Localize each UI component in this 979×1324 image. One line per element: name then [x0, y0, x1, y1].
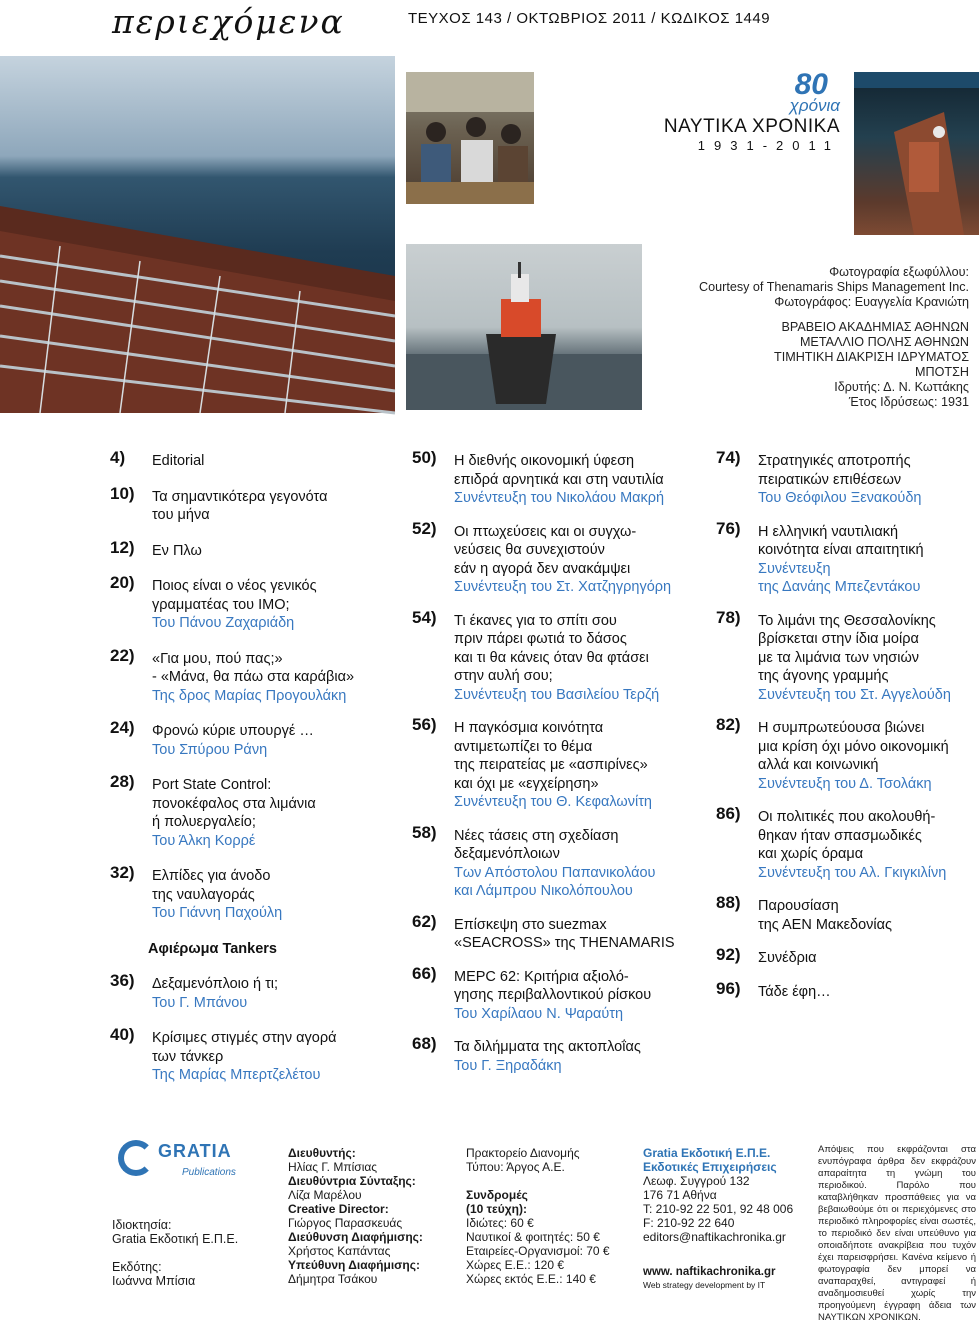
- toc-title: Τα σημαντικότερα γεγονότα του μήνα: [152, 488, 328, 523]
- toc-author: Του Χαρίλαου Ν. Ψαραύτη: [454, 1005, 624, 1022]
- staff-name: Γιώργος Παρασκευάς: [288, 1216, 403, 1230]
- toc-author: Συνέντευξη της Δανάης Μπεζεντάκου: [758, 560, 921, 595]
- toc-entry[interactable]: [716, 893, 979, 934]
- toc-title: Παρουσίαση της ΑΕΝ Μακεδονίας: [758, 898, 893, 933]
- toc-author: Του Γιάννη Παχούλη: [152, 905, 283, 921]
- toc-author: Του Άλκη Κορρέ: [152, 832, 256, 849]
- toc-title: Δεξαμενόπλοιο ή τι;: [152, 976, 279, 992]
- toc-column-1: [110, 448, 400, 1102]
- staff-role: Creative Director:: [288, 1202, 389, 1216]
- toc-author: Συνέντευξη του Θ. Κεφαλωνίτη: [454, 794, 652, 810]
- web-credit: Web strategy development by IT: [643, 1280, 766, 1290]
- toc-author: Συνέντευξη του Στ. Αγγελούδη: [758, 686, 951, 703]
- issue-line: ΤΕΥΧΟΣ 143 / ΟΚΤΩΒΡΙΟΣ 2011 / ΚΩΔΙΚΟΣ 1449: [408, 10, 771, 27]
- toc-page-number: 56): [412, 715, 437, 734]
- toc-page-number: 24): [110, 718, 135, 737]
- subscription-price: Χώρες εκτός Ε.Ε.: 140 €: [466, 1272, 596, 1286]
- toc-entry[interactable]: [412, 448, 707, 508]
- toc-entry[interactable]: [716, 978, 979, 1002]
- credit-line: Φωτογράφος: Ευαγγελία Κρανιώτη: [774, 295, 969, 309]
- toc-entry[interactable]: [110, 1025, 400, 1085]
- toc-page-number: 54): [412, 607, 437, 627]
- award-line: Ιδρυτής: Δ. Ν. Κωττάκης: [834, 380, 969, 394]
- owner-label: Ιδιοκτησία:: [112, 1218, 172, 1232]
- toc-column-2: [412, 448, 707, 1090]
- toc-page-number: 28): [110, 772, 135, 791]
- toc-entry[interactable]: [716, 607, 979, 705]
- award-line: ΤΙΜΗΤΙΚΗ ΔΙΑΚΡΙΣΗ ΙΔΡΥΜΑΤΟΣ: [774, 350, 969, 364]
- toc-entry[interactable]: [110, 448, 400, 471]
- distribution-line: Πρακτορείο Διανομής: [466, 1146, 580, 1160]
- toc-title: Οι πολιτικές που ακολουθή- θηκαν ήταν σπασμωδικές και χωρίς όραμα: [758, 809, 936, 862]
- toc-page-number: 58): [412, 822, 437, 842]
- toc-entry[interactable]: [110, 971, 400, 1012]
- staff-role: Διευθύντρια Σύνταξης:: [288, 1174, 416, 1188]
- toc-title: Τι έκανες για το σπίτι σου πριν πάρει φωτιά το δάσος και τι θα κάνεις όταν θα φτάσει στην αυλή σου;: [454, 612, 649, 684]
- subscriptions-title: Συνδρομές: [466, 1188, 528, 1202]
- disclaimer: Απόψεις που εκφράζονται στα ενυπόγραφα άρθρα δεν εκφράζουν απαραίτητα τη γνώμη του περιοδικού. Παρόλο που καταβλήθηκαν προσπάθειες για να βεβαιωθούμε ότι οι περιεχόμενες στο περιοδικό πληροφορίες είναι σωστές, το περιοδικό δεν είναι υπεύθυνο για οποιαδήποτε ανακρίβεια που τυχόν έχει παρεισφρήσει. Κανένα κείμενο ή φωτογραφία δεν μπορεί να αναπαραχθεί, αντιγραφεί ή αναδημοσιευθεί χωρίς την προηγούμενη έγγραφη άδεια των ΝΑΥΤΙΚΩΝ ΧΡΟΝΙΚΩΝ.: [818, 1144, 976, 1323]
- toc-entry[interactable]: [412, 911, 707, 953]
- toc-author: Συνέντευξη του Δ. Τσολάκη: [758, 775, 932, 792]
- anniversary-years: χρόνια: [789, 96, 840, 115]
- email-link[interactable]: editors@naftikachronika.gr: [643, 1230, 786, 1244]
- awards-block: [774, 320, 969, 410]
- toc-page-number: 88): [716, 893, 741, 912]
- toc-entry[interactable]: [716, 804, 979, 882]
- toc-page-number: 76): [716, 518, 741, 538]
- publisher-label: Εκδότης:: [112, 1260, 162, 1274]
- tanker-photo: [406, 244, 642, 410]
- subscription-price: Ναυτικοί & φοιτητές: 50 €: [466, 1230, 600, 1244]
- toc-author: Συνέντευξη του Νικολάου Μακρή: [454, 490, 665, 506]
- distribution-block: [466, 1146, 626, 1286]
- toc-title: Στρατηγικές αποτροπής πειρατικών επιθέσεων: [758, 453, 911, 488]
- toc-author: Του Πάνου Ζαχαριάδη: [152, 615, 295, 631]
- toc-page-number: 62): [412, 911, 437, 931]
- toc-page-number: 36): [110, 971, 135, 990]
- toc-author: Συνέντευξη του Αλ. Γκιγκιλίνη: [758, 864, 947, 881]
- publisher-contact-block: [643, 1146, 803, 1244]
- staff-name: Λίζα Μαρέλου: [288, 1188, 362, 1202]
- credit-line: Φωτογραφία εξωφύλλου:: [829, 265, 969, 279]
- toc-entry[interactable]: [412, 607, 707, 705]
- toc-entry[interactable]: [412, 1034, 707, 1075]
- toc-title: Επίσκεψη στο suezmax «SEACROSS» της THENAMARIS: [454, 916, 675, 951]
- toc-page-number: 78): [716, 607, 741, 627]
- toc-title: Η συμπρωτεύουσα βιώνει μια κρίση όχι μόνο οικονομική αλλά και κοινωνική: [758, 720, 949, 773]
- toc-title: Συνέδρια: [758, 950, 817, 966]
- subscription-price: Ιδιώτες: 60 €: [466, 1216, 534, 1230]
- publisher-subtitle: Εκδοτικές Επιχειρήσεις: [643, 1160, 777, 1174]
- toc-entry[interactable]: [110, 483, 400, 525]
- fax: F: 210-92 22 640: [643, 1216, 735, 1230]
- toc-page-number: 50): [412, 448, 437, 467]
- special-section-heading: Αφιέρωμα Tankers: [148, 940, 277, 957]
- toc-entry[interactable]: [110, 645, 400, 706]
- toc-title: Ελπίδες για άνοδο της ναυλαγοράς: [152, 868, 271, 903]
- toc-page-number: 12): [110, 537, 135, 557]
- toc-entry[interactable]: [412, 822, 707, 901]
- toc-title: Φρονώ κύριε υπουργέ …: [152, 723, 314, 739]
- toc-author: Της δρος Μαρίας Προγουλάκη: [152, 687, 347, 704]
- gratia-logo: [118, 1140, 238, 1182]
- award-line: Έτος Ιδρύσεως: 1931: [848, 395, 969, 409]
- toc-title: Ποιος είναι ο νέος γενικός γραμματέας του ΙΜΟ;: [152, 578, 317, 613]
- toc-entry[interactable]: [110, 537, 400, 561]
- toc-page-number: 68): [412, 1034, 437, 1053]
- classroom-photo: [406, 72, 534, 204]
- toc-page-number: 32): [110, 863, 135, 882]
- phone: Τ: 210-92 22 501, 92 48 006: [643, 1202, 794, 1216]
- toc-title: Η διεθνής οικονομική ύφεση επιδρά αρνητικά και στη ναυτιλία: [454, 453, 664, 488]
- toc-title: Εν Πλω: [152, 542, 202, 559]
- staff-role: Υπεύθυνη Διαφήμισης:: [288, 1258, 420, 1272]
- ownership-block: [112, 1218, 238, 1288]
- award-line: ΜΕΤΑΛΛΙΟ ΠΟΛΗΣ ΑΘΗΝΩΝ: [799, 335, 969, 349]
- toc-entry[interactable]: [412, 963, 707, 1024]
- toc-entry[interactable]: [716, 945, 979, 968]
- address-line: 176 71 Αθήνα: [643, 1188, 717, 1202]
- credit-line: Courtesy of Thenamaris Ships Management Inc.: [699, 280, 969, 294]
- staff-name: Ηλίας Γ. Μπίσιας: [288, 1160, 378, 1174]
- toc-title: Κρίσιμες στιγμές στην αγορά των τάνκερ: [152, 1030, 337, 1065]
- toc-page-number: 86): [716, 804, 741, 823]
- staff-name: Χρήστος Καπάντας: [288, 1244, 391, 1258]
- toc-author: Του Γ. Μπάνου: [152, 994, 248, 1011]
- footer: [0, 1140, 979, 1323]
- anniversary-range: 1931-2011: [697, 138, 840, 153]
- toc-page-number: 20): [110, 573, 135, 592]
- staff-role: Διευθυντής:: [288, 1146, 356, 1160]
- ship-deck-photo: [0, 56, 395, 413]
- toc-author: Της Μαρίας Μπερτζελέτου: [152, 1067, 321, 1083]
- publisher-name: Gratia Εκδοτική Ε.Π.Ε.: [643, 1146, 771, 1160]
- subscription-price: Εταιρείες-Οργανισμοί: 70 €: [466, 1244, 610, 1258]
- toc-author: Του Γ. Ξηραδάκη: [454, 1057, 562, 1074]
- cover-credits: [699, 265, 969, 310]
- anniversary-number: 80: [794, 68, 828, 101]
- toc-title: Η παγκόσμια κοινότητα αντιμετωπίζει το θέμα της πειρατείας με «ασπιρίνες» και όχι με «εγχείρηση»: [454, 720, 648, 792]
- toc-entry[interactable]: [412, 715, 707, 812]
- toc-title: Νέες τάσεις στη σχεδίαση δεξαμενόπλοιων: [454, 827, 619, 862]
- toc-column-3: [716, 448, 979, 1016]
- toc-page-number: 82): [716, 715, 741, 734]
- toc-author: Του Θεόφιλου Ξενακούδη: [758, 490, 922, 506]
- toc-page-number: 4): [110, 448, 126, 467]
- toc-page-number: 92): [716, 945, 741, 964]
- toc-entry[interactable]: [716, 448, 979, 508]
- toc-author: Του Σπύρου Ράνη: [152, 741, 268, 758]
- magazine-cover-photo: [854, 72, 979, 235]
- staff-role: Διεύθυνση Διαφήμισης:: [288, 1230, 423, 1244]
- toc-page-number: 74): [716, 448, 741, 467]
- toc-title: Port State Control: πονοκέφαλος στα λιμάνια ή πολυεργαλείο;: [152, 777, 316, 830]
- toc-title: Editorial: [152, 453, 205, 469]
- toc-author: Των Απόστολου Παπανικολάου και Λάμπρου Νικολόπουλου: [454, 864, 656, 899]
- toc-title: Η ελληνική ναυτιλιακή κοινότητα είναι απαιτητική: [758, 523, 924, 558]
- page-title: περιεχόμενα: [112, 2, 345, 41]
- magazine-name: ΝΑΥΤΙΚΑ ΧΡΟΝΙΚΑ: [663, 116, 840, 137]
- toc-title: ΜΕΡC 62: Κριτήρια αξιολό- γησης περιβαλλοντικού ρίσκου: [454, 968, 652, 1003]
- subscription-price: Χώρες Ε.Ε.: 120 €: [466, 1258, 565, 1272]
- toc-page-number: 40): [110, 1025, 135, 1044]
- toc-page-number: 52): [412, 518, 437, 538]
- publisher-value: Ιωάννα Μπίσια: [112, 1274, 196, 1288]
- logo-mark-icon: [118, 1140, 154, 1176]
- toc-page-number: 66): [412, 963, 437, 983]
- toc-title: Οι πτωχεύσεις και οι συγχω- νεύσεις θα συνεχιστούν εάν η αγορά δεν ανακάμψει: [454, 523, 637, 577]
- toc-page-number: 96): [716, 978, 741, 998]
- toc-page-number: 10): [110, 483, 135, 503]
- logo-subtitle: Publications: [182, 1167, 236, 1178]
- anniversary-block: [654, 68, 840, 168]
- toc-entry[interactable]: [412, 518, 707, 597]
- toc-entry[interactable]: [110, 573, 400, 633]
- toc-entry[interactable]: [716, 715, 979, 793]
- staff-block: [288, 1146, 448, 1286]
- toc-entry[interactable]: [110, 718, 400, 759]
- toc-title: Τάδε έφη…: [758, 983, 831, 1000]
- staff-name: Δήμητρα Τσάκου: [288, 1272, 378, 1286]
- subscriptions-subtitle: (10 τεύχη):: [466, 1202, 527, 1216]
- distribution-line: Τύπου: Άργος Α.Ε.: [466, 1160, 565, 1174]
- toc-entry[interactable]: [110, 863, 400, 923]
- toc-title: «Για μου, πού πας;» - «Μάνα, θα πάω στα καράβια»: [152, 650, 355, 685]
- website-link[interactable]: www. naftikachronika.gr: [643, 1266, 776, 1278]
- toc-page-number: 22): [110, 645, 135, 665]
- award-line: ΜΠΟΤΣΗ: [915, 365, 969, 379]
- toc-author: Συνέντευξη του Στ. Χατζηγρηγόρη: [454, 579, 672, 595]
- toc-author: Συνέντευξη του Βασιλείου Τερζή: [454, 686, 660, 703]
- address-line: Λεωφ. Συγγρού 132: [643, 1174, 750, 1188]
- toc-title: Τα διλήμματα της ακτοπλοΐας: [454, 1039, 641, 1055]
- logo-text: GRATIA: [158, 1141, 232, 1161]
- toc-entry[interactable]: [110, 772, 400, 850]
- award-line: ΒΡΑΒΕΙΟ ΑΚΑΔΗΜΙΑΣ ΑΘΗΝΩΝ: [781, 320, 969, 334]
- toc-entry[interactable]: [716, 518, 979, 597]
- toc-title: Το λιμάνι της Θεσσαλονίκης βρίσκεται στην ίδια μοίρα με τα λιμάνια των νησιών της άγονης γραμμής: [758, 612, 936, 684]
- owner-value: Gratia Εκδοτική Ε.Π.Ε.: [112, 1232, 239, 1246]
